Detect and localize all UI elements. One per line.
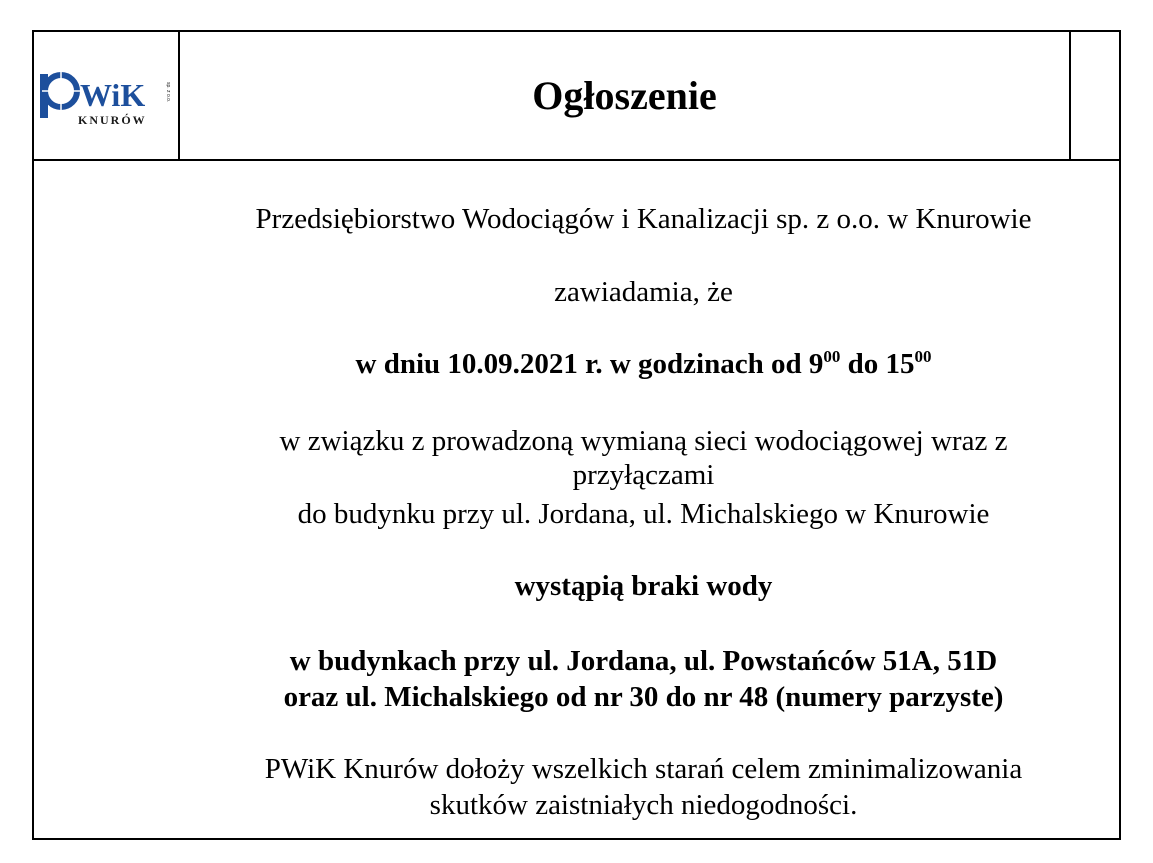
closing-line-1: PWiK Knurów dołoży wszelkich starań celem zminimalizowania [264,753,1023,785]
reason-line-1: w związku z prowadzoną wymianą sieci wodociągowej wraz z [279,425,1008,457]
date-prefix: w dniu 10.09.2021 r. w godzinach od 9 [355,348,824,380]
logo-brand-text: WiK [80,77,146,113]
closing-line-2: skutków zaistniałych niedogodności. [429,789,858,821]
date-middle: do 15 [840,348,915,380]
pwik-logo [38,70,174,126]
logo-city-text: KNURÓW [78,113,147,126]
date-line [184,347,1103,381]
header-row [34,32,1119,161]
end-time-sup: 00 [914,347,932,366]
outage-text: wystąpią braki wody [514,570,773,602]
location-line-1: w budynkach przy ul. Jordana, ul. Powstańców 51A, 51D [289,645,998,677]
announcement-frame [32,30,1121,840]
reason-line-3: do budynku przy ul. Jordana, ul. Michalskiego w Knurowie [297,498,990,530]
company-name: Przedsiębiorstwo Wodociągów i Kanalizacji sp. z o.o. w Knurowie [255,203,1032,235]
reason-line-2: przyłączami [572,459,715,491]
notifies-text: zawiadamia, że [554,276,733,308]
location-line-2: oraz ul. Michalskiego od nr 30 do nr 48 (numery parzyste) [283,681,1004,713]
logo-legal-text: sp. z o.o. [165,82,171,103]
page-title: Ogłoszenie [532,73,717,118]
start-time-sup: 00 [823,347,841,366]
logo-cell [34,32,180,159]
header-right-cell [1069,32,1119,159]
